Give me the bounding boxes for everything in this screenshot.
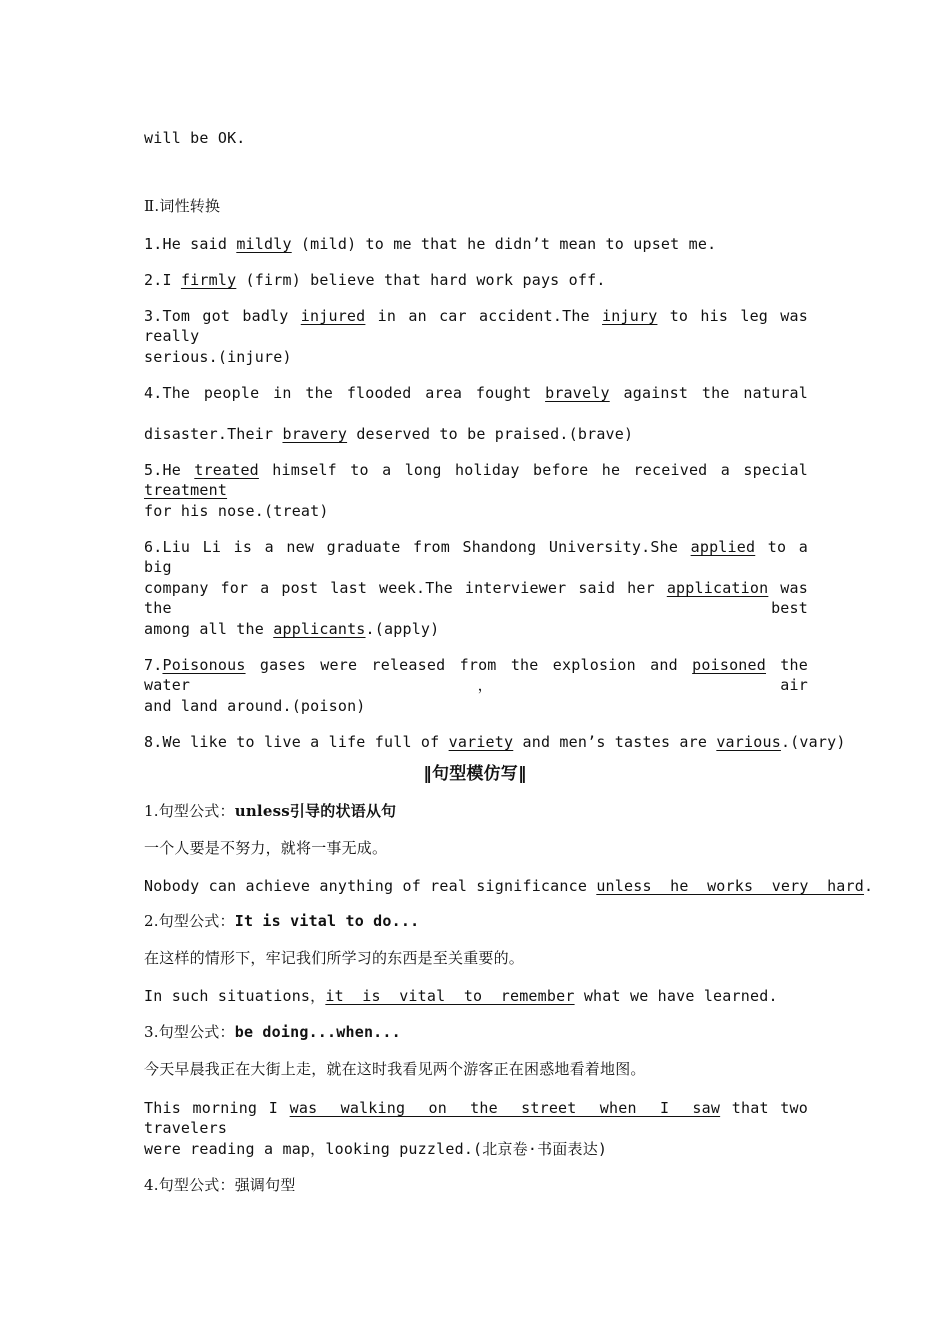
answer-blank: applied — [690, 538, 756, 556]
answer-blank: unless he works very hard — [596, 877, 865, 895]
exercise-7-cont: and land around.(poison) — [144, 697, 366, 715]
answer-blank: treatment — [144, 481, 228, 499]
answer-blank: poisoned — [692, 656, 767, 674]
pattern-3-chinese: 今天早晨我正在大街上走，就在这时我看见两个游客正在困惑地看着地图。 — [144, 1060, 646, 1078]
section-heading-sentence-patterns: ‖句型模仿写‖ — [423, 764, 527, 784]
pattern-2-chinese: 在这样的情形下，牢记我们所学习的东西是至关重要的。 — [144, 949, 525, 967]
exercise-3-cont: serious.(injure) — [144, 348, 292, 366]
answer-blank: mildly — [236, 235, 292, 253]
exercise-4-cont: disaster.Their bravery deserved to be praised.(brave) — [144, 425, 634, 443]
exercise-1: 1.He said mildly (mild) to me that he didn’t mean to upset me. — [144, 235, 717, 253]
pattern-3-title: 3.句型公式：be doing...when... — [144, 1023, 401, 1041]
pattern-2-title: 2.句型公式：It is vital to do... — [144, 912, 420, 930]
pattern-3-english: This morning I was walking on the street when I saw that two travelers — [144, 1099, 808, 1137]
exercise-2: 2.I firmly (firm) believe that hard work pays off. — [144, 271, 606, 289]
answer-blank: firmly — [180, 271, 237, 289]
exercise-4: 4.The people in the flooded area fought bravely against the natural — [144, 384, 808, 402]
answer-blank: injured — [300, 307, 366, 325]
exercise-5-cont: for his nose.(treat) — [144, 502, 329, 520]
pattern-1-title: 1.句型公式：unless引导的状语从句 — [144, 802, 397, 820]
answer-blank: treated — [194, 461, 259, 479]
pattern-3-english-cont: were reading a map，looking puzzled.(北京卷·书面表达) — [144, 1140, 608, 1158]
exercise-6: 6.Liu Li is a new graduate from Shandong University.She applied to a big — [144, 538, 808, 576]
answer-blank: variety — [448, 733, 514, 751]
answer-blank: injury — [602, 307, 658, 325]
pattern-1-english: Nobody can achieve anything of real significance unless he works very hard. — [144, 877, 874, 895]
answer-blank: was walking on the street when I saw — [289, 1099, 721, 1117]
pattern-4-title: 4.句型公式：强调句型 — [144, 1176, 296, 1194]
exercise-8: 8.We like to live a life full of variety and men’s tastes are various.(vary) — [144, 733, 846, 751]
answer-blank: bravery — [282, 425, 348, 443]
exercise-6-cont: company for a post last week.The interviewer said her application was the best — [144, 579, 808, 617]
continued-sentence: will be OK. — [144, 129, 246, 147]
answer-blank: various — [716, 733, 781, 751]
answer-blank: applicants — [273, 620, 366, 638]
section-heading-word-forms: Ⅱ.词性转换 — [144, 197, 221, 215]
pattern-1-chinese: 一个人要是不努力，就将一事无成。 — [144, 839, 388, 857]
answer-blank: application — [666, 579, 769, 597]
exercise-7: 7.Poisonous gases were released from the explosion and poisoned the water，air — [144, 656, 808, 694]
answer-blank: bravely — [545, 384, 610, 402]
exercise-5: 5.He treated himself to a long holiday before he received a special treatment — [144, 461, 808, 499]
answer-blank: Poisonous — [162, 656, 246, 674]
pattern-2-english: In such situations，it is vital to remember what we have learned. — [144, 987, 778, 1005]
exercise-6-cont2: among all the applicants.(apply) — [144, 620, 440, 638]
answer-blank: it is vital to remember — [325, 987, 575, 1005]
exercise-3: 3.Tom got badly injured in an car accident.The injury to his leg was really — [144, 307, 808, 345]
